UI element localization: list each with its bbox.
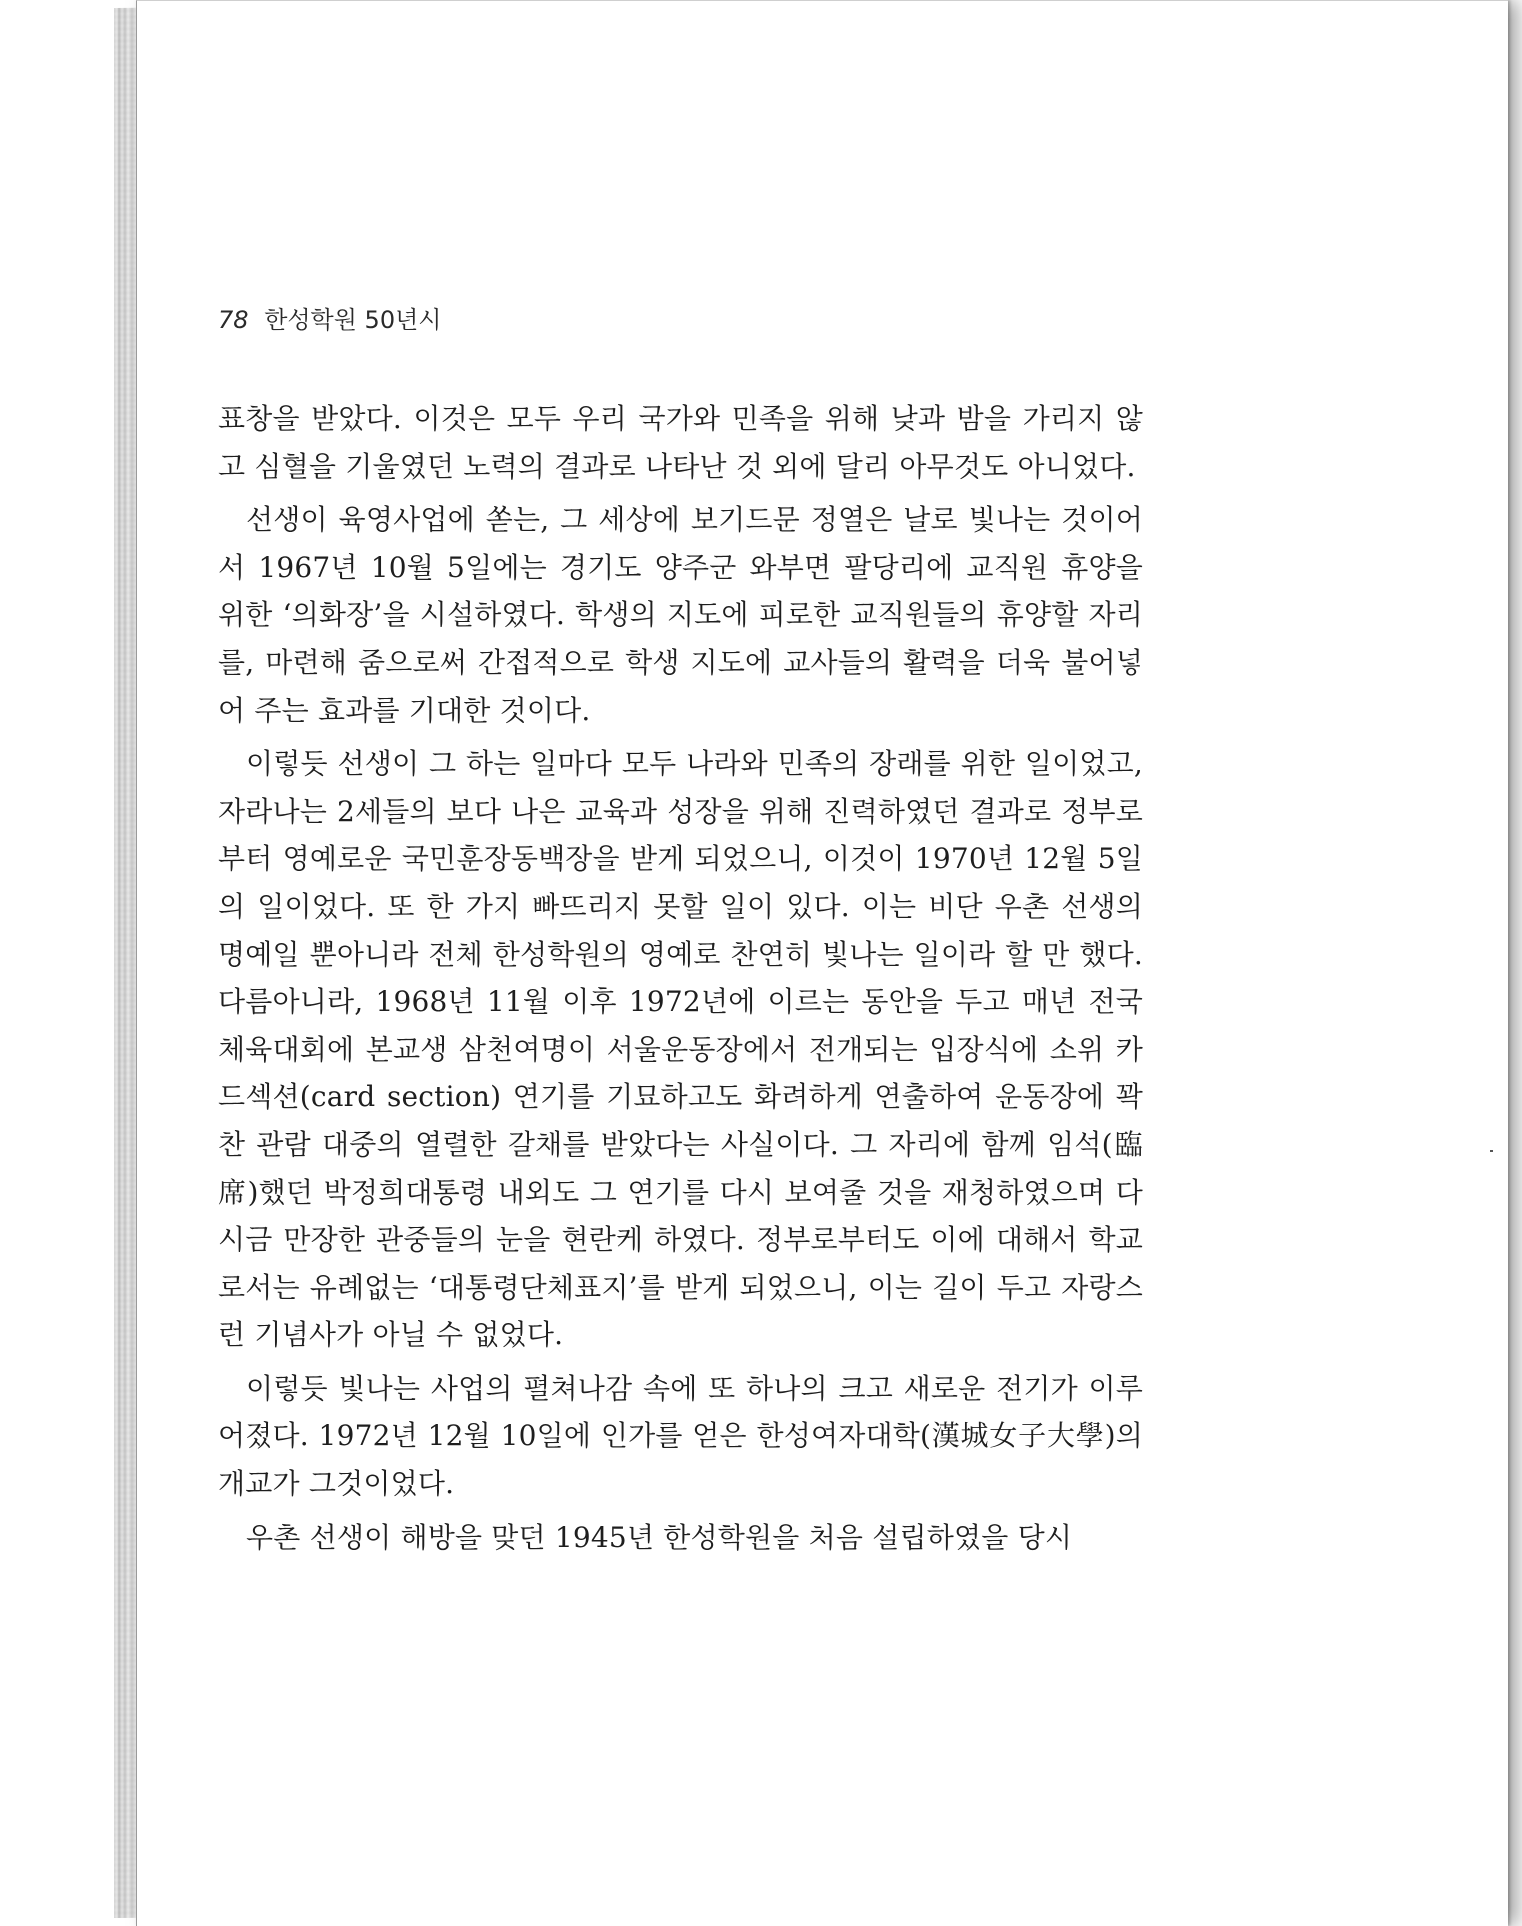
running-head — [218, 300, 441, 335]
paragraph-1: 표창을 받았다. 이것은 모두 우리 국가와 민족을 위해 낮과 밤을 가리지 않고 심혈을 기울였던 노력의 결과로 나타난 것 외에 달리 아무것도 아니었다. — [218, 402, 1143, 483]
paragraph-4: 이렇듯 빛나는 사업의 펼쳐나감 속에 또 하나의 크고 새로운 전기가 이루어졌다. 1972년 12월 10일에 인가를 얻은 한성여자대학(漢城女子大學)의 개교가 그것이었다. — [218, 1371, 1143, 1501]
paragraph-5: 우촌 선생이 해방을 맞던 1945년 한성학원을 처음 설립하였을 당시 — [246, 1520, 1073, 1554]
scan-speck — [1490, 1150, 1493, 1152]
page-number: 78 — [218, 306, 249, 334]
book-title: 한성학원 50년시 — [264, 306, 442, 334]
paragraph-2: 선생이 육영사업에 쏟는, 그 세상에 보기드문 정열은 날로 빛나는 것이어서 1967년 10월 5일에는 경기도 양주군 와부면 팔당리에 교직원 휴양을 위한 ‘의화장’을 시설하였다. 학생의 지도에 피로한 교직원들의 휴양할 자리를, 마련해 줌으로써 간접적으로 학생 지도에 교사들의 활력을 더욱 불어넣어 주는 효과를 기대한 것이다. — [218, 503, 1143, 727]
body-text — [218, 395, 1143, 1567]
paragraph-3: 이렇듯 선생이 그 하는 일마다 모두 나라와 민족의 장래를 위한 일이었고, 자라나는 2세들의 보다 나은 교육과 성장을 위해 진력하였던 결과로 정부로부터 영예로운 국민훈장동백장을 받게 되었으니, 이것이 1970년 12월 5일의 일이었다. 또 한 가지 빠뜨리지 못할 일이 있다. 이는 비단 우촌 선생의 명예일 뿐아니라 전체 한성학원의 영예로 찬연히 빛나는 일이라 할 만 했다. 다름아니라, 1968년 11월 이후 1972년에 이르는 동안을 두고 매년 전국체육대회에 본교생 삼천여명이 서울운동장에서 전개되는 입장식에 소위 카드섹션(card section) 연기를 기묘하고도 화려하게 연출하여 운동장에 꽉찬 관람 대중의 열렬한 갈채를 받았다는 사실이다. 그 자리에 함께 임석(臨席)했던 박정희대통령 내외도 그 연기를 다시 보여줄 것을 재청하였으며 다시금 만장한 관중들의 눈을 현란케 하였다. 정부로부터도 이에 대해서 학교로서는 유례없는 ‘대통령단체표지’를 받게 되었으니, 이는 길이 두고 자랑스런 기념사가 아닐 수 없었다. — [218, 747, 1143, 1352]
